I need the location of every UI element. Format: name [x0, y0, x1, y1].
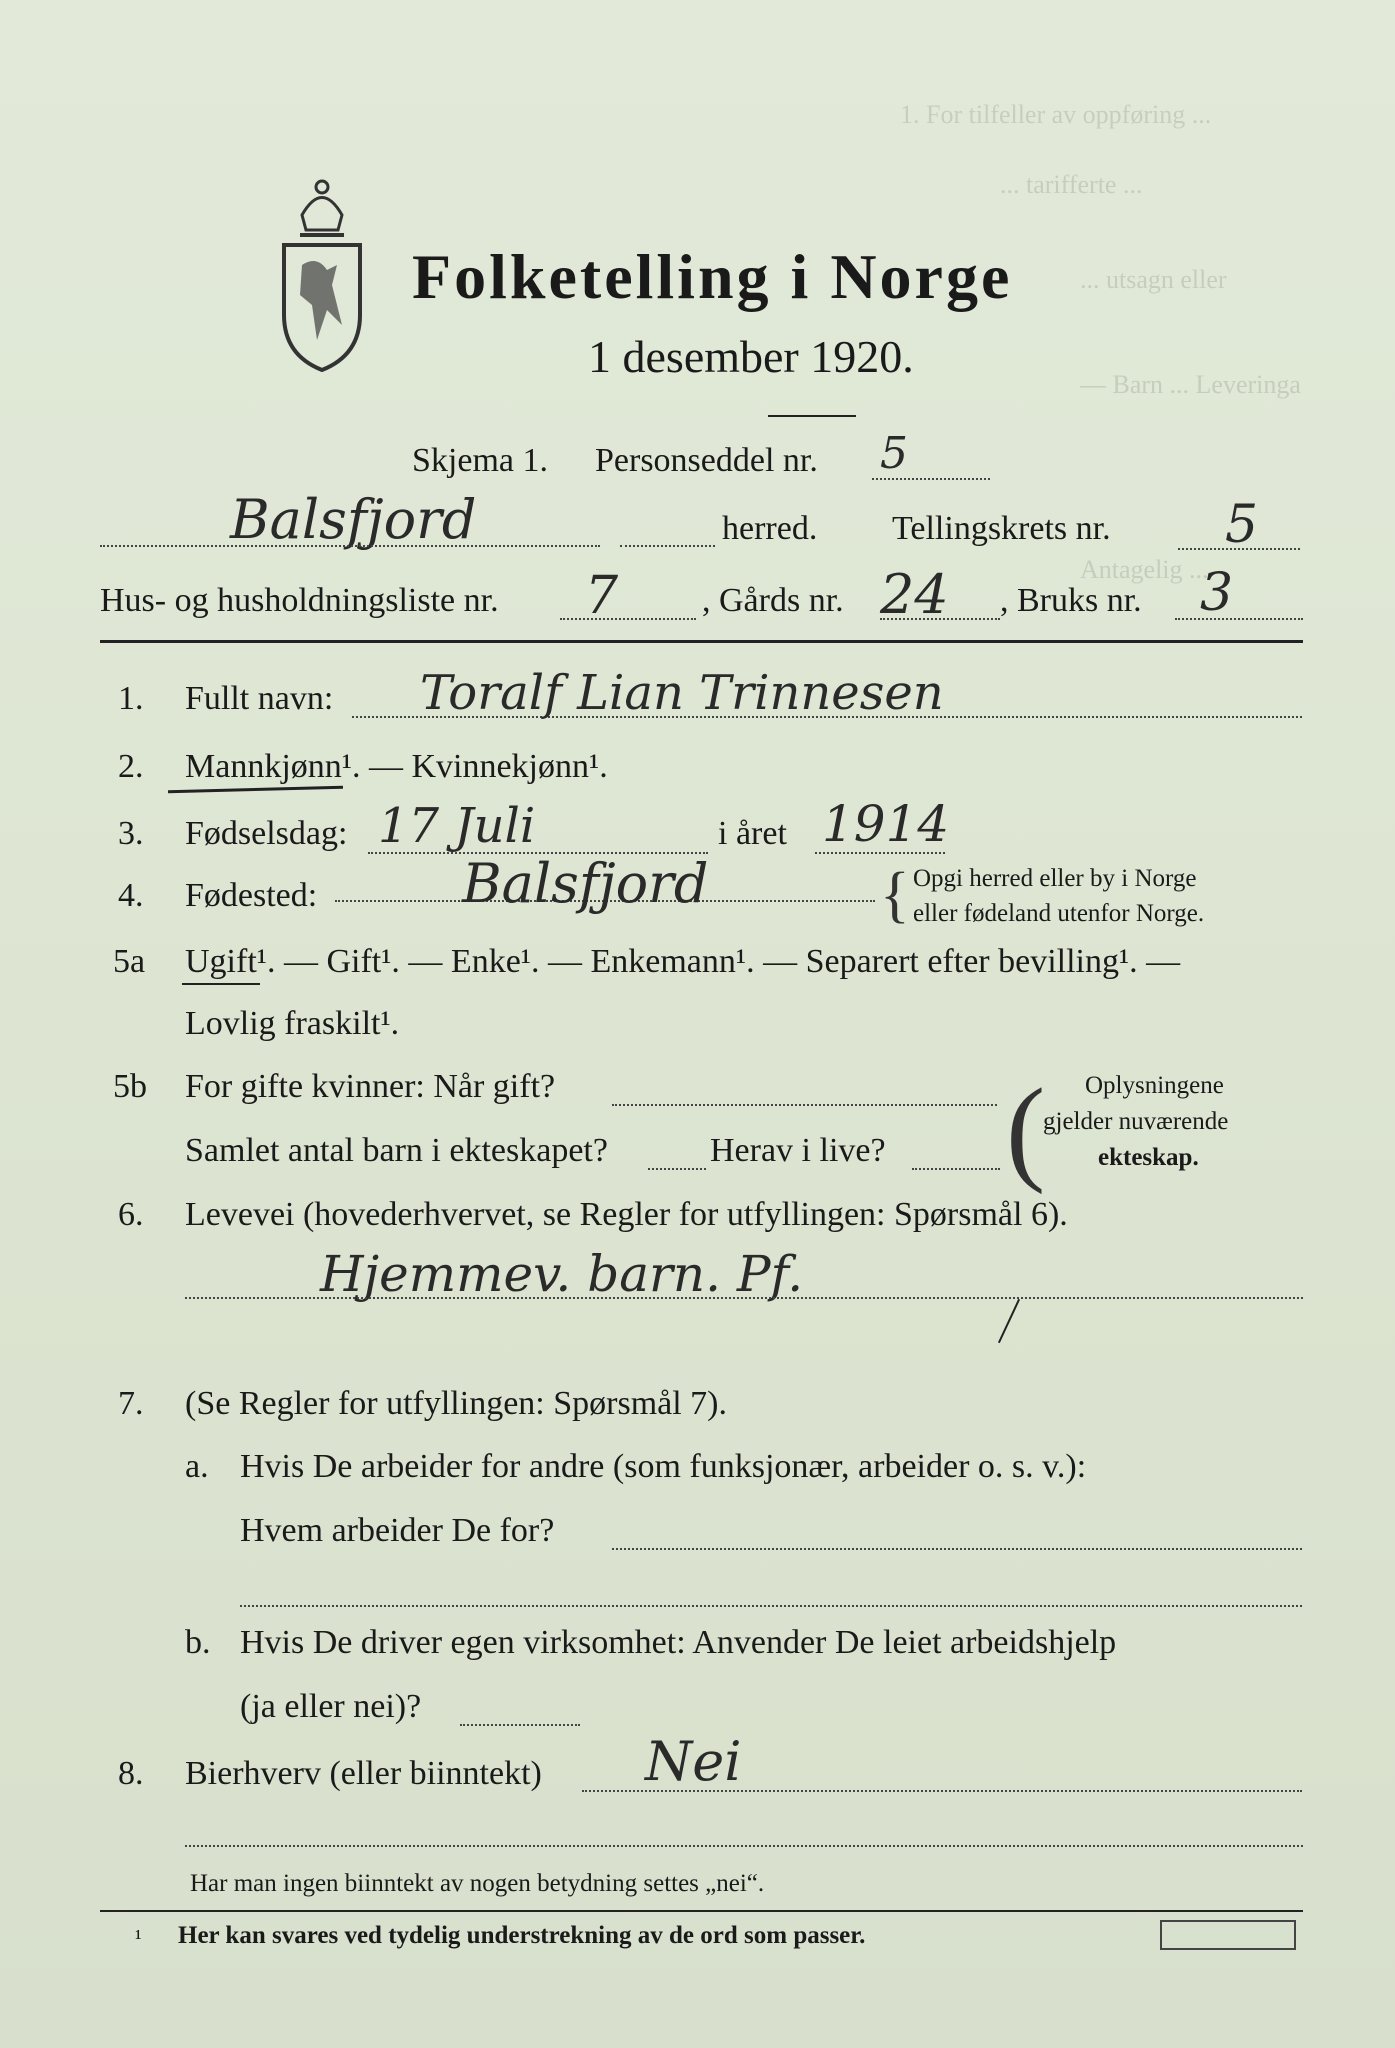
- bruks-value[interactable]: 3: [1200, 563, 1234, 623]
- birth-year-value[interactable]: 1914: [822, 795, 950, 853]
- marital-underline: [182, 983, 260, 985]
- q5b-children-label: Samlet antal barn i ekteskapet?: [185, 1132, 608, 1169]
- q2-number: 2.: [118, 748, 144, 785]
- gards-value[interactable]: 24: [880, 563, 949, 626]
- herred-value[interactable]: Balsfjord: [230, 488, 477, 551]
- q1-number: 1.: [118, 680, 144, 717]
- marital-status-options-2[interactable]: Lovlig fraskilt¹.: [185, 1005, 400, 1042]
- q7a-label: Hvis De arbeider for andre (som funksjonær, arbeider o. s. v.):: [240, 1448, 1087, 1485]
- year-label: i året: [718, 815, 787, 852]
- personseddel-label: Personseddel nr.: [595, 442, 818, 479]
- printer-stamp: [1160, 1920, 1296, 1950]
- gender-underline: [168, 786, 343, 794]
- q5b-number: 5b: [113, 1068, 147, 1105]
- gards-label: , Gårds nr.: [702, 582, 844, 619]
- birthplace-note-2: eller fødeland utenfor Norge.: [913, 900, 1205, 927]
- title-divider: [768, 415, 856, 417]
- full-name-value[interactable]: Toralf Lian Trinnesen: [420, 665, 944, 721]
- footnote-mark: ¹: [135, 1925, 142, 1950]
- q7a-letter: a.: [185, 1448, 209, 1485]
- q7-number: 7.: [118, 1385, 144, 1422]
- q3-number: 3.: [118, 815, 144, 852]
- footnote-text: Her kan svares ved tydelig understrekning av de ord som passer.: [178, 1922, 866, 1949]
- q5b-note-2: gjelder nuværende: [1043, 1108, 1229, 1135]
- occupation-stroke: [998, 1299, 1020, 1343]
- q5b-note-3: ekteskap.: [1098, 1144, 1199, 1171]
- q5b-alive-label: Herav i live?: [710, 1132, 886, 1169]
- brace: {: [880, 861, 910, 929]
- herred-label: herred.: [722, 510, 818, 547]
- hus-label: Hus- og husholdningsliste nr.: [100, 582, 499, 619]
- q5b-label: For gifte kvinner: Når gift?: [185, 1068, 556, 1105]
- q7a-label-2: Hvem arbeider De for?: [240, 1512, 555, 1549]
- hus-value[interactable]: 7: [585, 566, 619, 626]
- paren-brace: (: [1006, 1064, 1046, 1195]
- q5b-note-1: Oplysningene: [1085, 1072, 1224, 1099]
- footnote-rule: [100, 1910, 1303, 1912]
- q7b-letter: b.: [185, 1624, 211, 1661]
- tellingskrets-label: Tellingskrets nr.: [892, 510, 1111, 547]
- q5a-number: 5a: [113, 943, 146, 980]
- q6-label: Levevei (hovederhvervet, se Regler for utfyllingen: Spørsmål 6).: [185, 1196, 1068, 1233]
- birthplace-note-1: Opgi herred eller by i Norge: [913, 865, 1197, 892]
- birthdate-value[interactable]: 17 Juli: [378, 798, 536, 854]
- coat-of-arms-icon: [272, 175, 372, 375]
- q1-label: Fullt navn:: [185, 680, 334, 717]
- q8-label: Bierhverv (eller biinntekt): [185, 1755, 542, 1792]
- census-date: 1 desember 1920.: [588, 331, 914, 382]
- q7-label: (Se Regler for utfyllingen: Spørsmål 7).: [185, 1385, 728, 1422]
- q3-label: Fødselsdag:: [185, 815, 348, 852]
- skjema-label: Skjema 1.: [412, 442, 548, 479]
- personseddel-value[interactable]: 5: [880, 428, 908, 479]
- q6-number: 6.: [118, 1196, 144, 1233]
- form-title: Folketelling i Norge: [412, 241, 1013, 312]
- tellingskrets-value[interactable]: 5: [1225, 495, 1259, 555]
- census-form-page: 1. For tilfeller av oppføring ... ... tarifferte ... ... utsagn eller — Barn ... Leveringa Antagelig ... Folketelling i Norge 1 desember 1920. Skjema 1. Personseddel nr. 5 Balsfjord herred. Tellingskrets nr. 5 Hus- og husholdningsliste nr. 7 , Gårds nr. 24 , Bruks nr. 3 1. Fullt navn: Toralf Lian Trinnesen 2. Mannkjønn¹. — Kvinnekjønn¹. 3. Fødselsdag: 17 Juli i året 1914 4. Fødested: Balsfjord { Opgi herred eller by i Norge eller fødeland utenfor Norge. 5a Ugift¹. — Gift¹. — Enke¹. — Enkemann¹. — Separert efter bevilling¹. — Lovlig fraskilt¹. 5b For gifte kvinner: Når gift? Samlet antal barn i ekteskapet? Herav i live? ( Oplysningene gjelder nuværende ekteskap. 6. Levevei (hovederhvervet, se Regler for utfyllingen: Spørsmål 6). Hjemmev. barn. Pf. 7. (Se Regler for utfyllingen: Spørsmål 7). a. Hvis De arbeider for andre (som funksjonær, arbeider o. s. v.): Hvem arbeider De for? b. Hvis De driver egen virksomhet: Anvender De leiet arbeidshjelp (ja eller nei)? 8. Bierhverv (eller biinntekt) Nei Har man ingen biinntekt av nogen betydning settes „nei“. ¹ Her kan svares ved tydelig understrekning av de ord som passer.: [0, 0, 1395, 2048]
- gender-options[interactable]: Mannkjønn¹. — Kvinnekjønn¹.: [185, 748, 608, 785]
- marital-status-options[interactable]: Ugift¹. — Gift¹. — Enke¹. — Enkemann¹. — Separert efter bevilling¹. —: [185, 943, 1181, 980]
- header-rule: [100, 640, 1303, 643]
- side-income-value[interactable]: Nei: [645, 1730, 742, 1793]
- birthplace-value[interactable]: Balsfjord: [462, 852, 709, 915]
- note-text: Har man ingen biinntekt av nogen betydning settes „nei“.: [190, 1870, 765, 1897]
- q7b-label-2: (ja eller nei)?: [240, 1688, 422, 1725]
- bruks-label: , Bruks nr.: [1000, 582, 1142, 619]
- q7b-label: Hvis De driver egen virksomhet: Anvender De leiet arbeidshjelp: [240, 1624, 1117, 1661]
- q8-number: 8.: [118, 1755, 144, 1792]
- q4-number: 4.: [118, 877, 144, 914]
- q4-label: Fødested:: [185, 877, 318, 914]
- occupation-value[interactable]: Hjemmev. barn. Pf.: [320, 1245, 804, 1303]
